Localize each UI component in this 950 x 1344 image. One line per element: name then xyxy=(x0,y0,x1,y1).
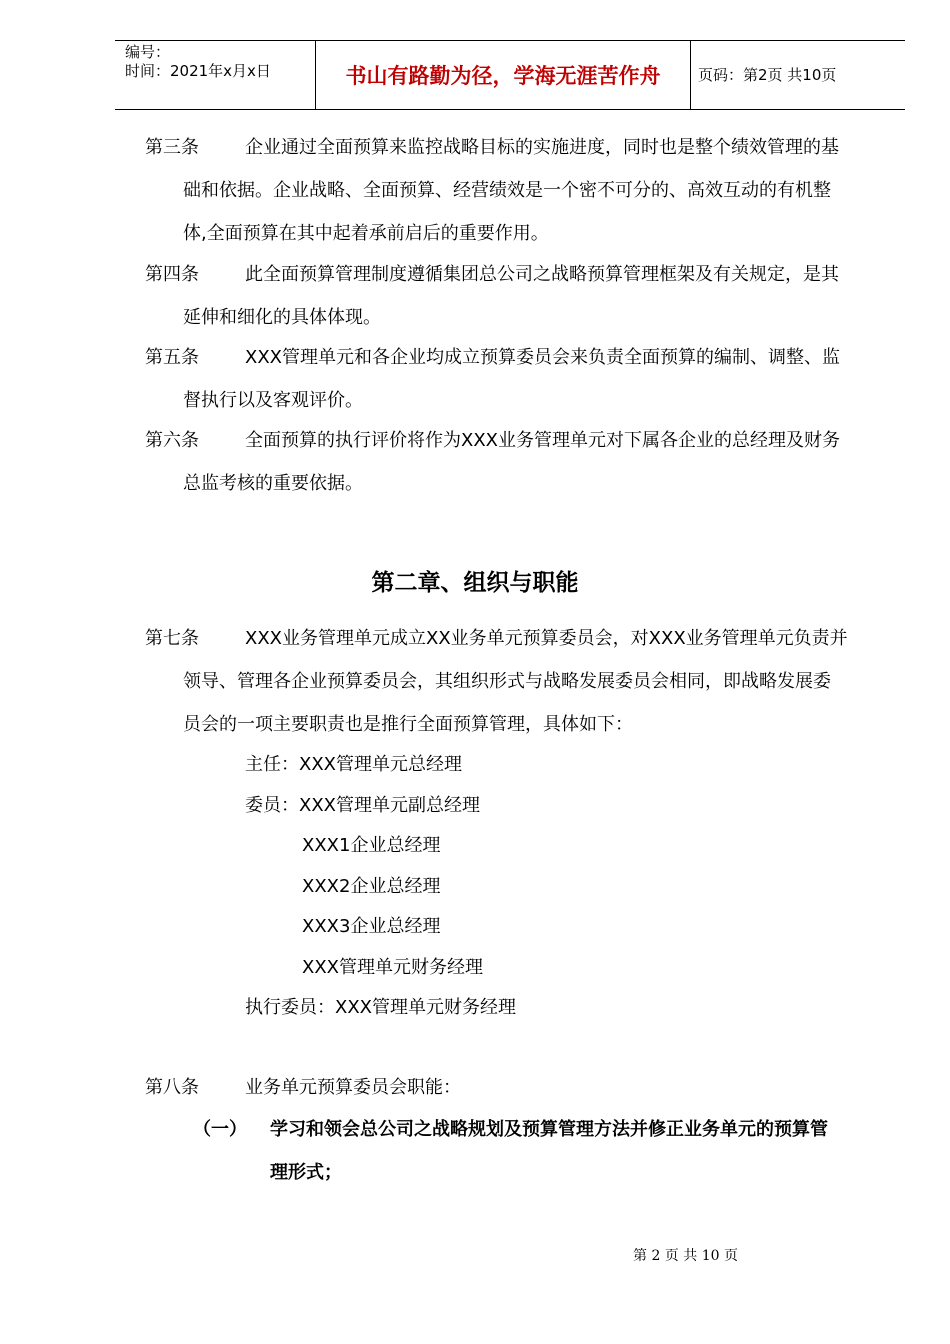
article-number: 第五条 xyxy=(145,347,199,368)
article-text: 员会的一项主要职责也是推行全面预算管理，具体如下： xyxy=(183,714,633,735)
article-number: 第六条 xyxy=(145,430,199,451)
article-text: 础和依据。企业战略、全面预算、经营绩效是一个密不可分的、高效互动的有机整 xyxy=(183,180,831,201)
article-text: 体,全面预算在其中起着承前启后的重要作用。 xyxy=(183,223,549,244)
header-motto-cell xyxy=(315,41,691,109)
function-text: 学习和领会总公司之战略规划及预算管理方法并修正业务单元的预算管 xyxy=(270,1119,828,1140)
committee-member-item: XXX3企业总经理 xyxy=(302,916,441,937)
article-number: 第三条 xyxy=(145,137,199,158)
article-text: XXX管理单元和各企业均成立预算委员会来负责全面预算的编制、调整、监 xyxy=(245,347,840,368)
article-text: 总监考核的重要依据。 xyxy=(183,473,363,494)
article-text: 业务单元预算委员会职能： xyxy=(245,1077,461,1098)
article-number: 第七条 xyxy=(145,628,199,649)
article-text: 此全面预算管理制度遵循集团总公司之战略预算管理框架及有关规定，是其 xyxy=(245,264,839,285)
committee-member-item: XXX1企业总经理 xyxy=(302,835,441,856)
document-number: 编号： xyxy=(125,43,171,61)
header-page-cell xyxy=(690,41,905,109)
article-number: 第八条 xyxy=(145,1077,199,1098)
page-header xyxy=(115,40,905,110)
document-date: 时间：2021年x月x日 xyxy=(125,62,271,80)
header-meta-cell xyxy=(115,41,315,109)
article-text: 督执行以及客观评价。 xyxy=(183,390,363,411)
committee-chair: 主任：XXX管理单元总经理 xyxy=(245,754,462,775)
header-motto: 书山有路勤为径，学海无涯苦作舟 xyxy=(345,63,661,88)
committee-executive: 执行委员：XXX管理单元财务经理 xyxy=(245,997,516,1018)
article-number: 第四条 xyxy=(145,264,199,285)
chapter-title: 第二章、组织与职能 xyxy=(371,570,579,596)
function-text: 理形式； xyxy=(270,1162,342,1183)
header-page-number: 页码：第2页 共10页 xyxy=(698,66,837,84)
article-text: 领导、管理各企业预算委员会，其组织形式与战略发展委员会相同，即战略发展委 xyxy=(183,671,831,692)
page-footer: 第 2 页 共 10 页 xyxy=(633,1248,738,1264)
article-text: XXX业务管理单元成立XX业务单元预算委员会，对XXX业务管理单元负责并 xyxy=(245,628,848,649)
committee-members: 委员：XXX管理单元副总经理 xyxy=(245,795,480,816)
committee-member-item: XXX2企业总经理 xyxy=(302,876,441,897)
article-text: 延伸和细化的具体体现。 xyxy=(183,307,381,328)
function-marker: （一） xyxy=(193,1119,247,1140)
article-text: 企业通过全面预算来监控战略目标的实施进度，同时也是整个绩效管理的基 xyxy=(245,137,839,158)
committee-member-item: XXX管理单元财务经理 xyxy=(302,957,483,978)
article-text: 全面预算的执行评价将作为XXX业务管理单元对下属各企业的总经理及财务 xyxy=(245,430,840,451)
